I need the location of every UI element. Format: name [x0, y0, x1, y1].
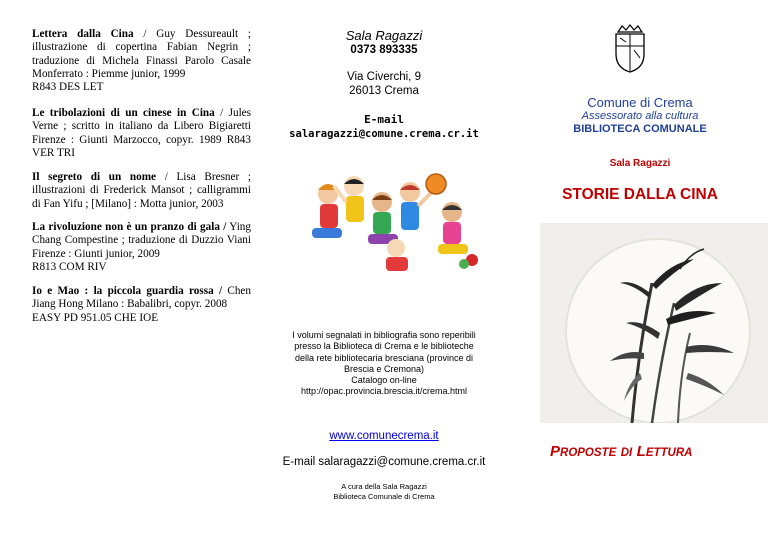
note-line: I volumi segnalati in bibliografia sono reperibili — [292, 330, 476, 340]
bibliography-entry — [32, 285, 251, 325]
catalog-url[interactable]: http://opac.provincia.brescia.it/crema.html — [300, 386, 468, 397]
bibliography-entry — [32, 28, 251, 94]
call-number: R843 VER TRI — [32, 133, 251, 159]
proposte-di-lettura — [550, 443, 768, 461]
call-number: R813 COM RIV — [32, 260, 107, 273]
lettura-initial: L — [636, 443, 646, 460]
bibliography-entry — [32, 221, 251, 274]
fruit-icon — [459, 254, 478, 269]
ball-icon — [426, 174, 446, 194]
book-title: Io e Mao : la piccola guardia rossa / — [32, 285, 223, 297]
lettura-rest: ETTURA — [645, 447, 693, 459]
proposte-di: DI — [620, 447, 633, 459]
book-title: Lettera dalla Cina — [32, 28, 134, 40]
assessorato-label: Assessorato alla cultura — [581, 110, 699, 122]
book-details: / Jules Verne ; scritto in italiano da Libero Bigiaretti Firenze : Giunti Marzocco, copyr. 1989 — [32, 107, 252, 146]
email-address[interactable]: salaragazzi@comune.crema.cr.it — [289, 128, 479, 140]
contact-column — [256, 0, 512, 543]
bibliography-entry — [32, 107, 251, 160]
book-title: La rivoluzione non è un pranzo di gala / — [32, 221, 227, 233]
note-line: Catalogo on-line — [351, 375, 417, 386]
call-number: EASY PD 951.05 CHE IOE — [32, 311, 159, 324]
address-line: 26013 Crema — [349, 85, 419, 97]
cover-title: STORIE DALLA CINA — [562, 186, 718, 203]
proposte-initial: P — [550, 443, 561, 460]
sala-label: Sala Ragazzi — [609, 158, 671, 169]
book-details: / Lisa Bresner ; illustrazioni di Frederick Mansot ; calligrammi di Fan Yifu ; [Milano] : Motta junior, 2003 — [32, 171, 251, 210]
credit-line: A cura della Sala Ragazzi — [341, 482, 427, 491]
book-details: Ying Chang Compestine ; traduzione di Duzzio Viani Firenze : Giunti junior, 2009 — [32, 221, 251, 260]
proposte-rest: ROPOSTE — [560, 447, 617, 459]
painting-circle — [566, 239, 750, 423]
crest-icon — [612, 24, 648, 74]
footer-email[interactable]: E-mail salaragazzi@comune.crema.cr.it — [282, 456, 486, 468]
credit-line: Biblioteca Comunale di Crema — [333, 492, 435, 501]
book-title: Il segreto di un nome — [32, 171, 157, 183]
sala-heading: Sala Ragazzi — [345, 28, 423, 43]
child-figure — [386, 239, 408, 271]
note-line: Brescia e Cremona) — [343, 363, 425, 374]
children-illustration — [306, 172, 482, 276]
bamboo-painting — [540, 223, 768, 423]
call-number: R843 DES LET — [32, 81, 104, 94]
note-line: della rete bibliotecaria bresciana (province di — [294, 352, 474, 363]
availability-note — [256, 330, 512, 398]
child-figure — [438, 202, 468, 254]
biblioteca-label: BIBLIOTECA COMUNALE — [573, 123, 707, 135]
child-figure — [368, 192, 398, 244]
website-link[interactable]: www.comunecrema.it — [329, 430, 439, 442]
email-label: E-mail — [364, 113, 404, 126]
phone-number: 0373 893335 — [350, 44, 418, 56]
bibliography-entry — [32, 171, 251, 211]
cover-column — [512, 0, 768, 543]
comune-name: Comune di Crema — [587, 95, 693, 110]
bibliography-column — [0, 0, 256, 543]
child-figure — [334, 176, 364, 222]
book-details: Chen Jiang Hong Milano : Babalibri, copyr. 2008 — [32, 285, 251, 311]
address-line: Via Civerchi, 9 — [347, 71, 421, 83]
book-details: / Guy Dessureault ; illustrazione di copertina Fabian Negrin ; traduzione di Michela Finassi Parolo Casale Monferrato : Piemme junior, 1999 — [32, 28, 251, 80]
book-title: Le tribolazioni di un cinese in Cina — [32, 107, 215, 119]
bamboo-artwork — [540, 223, 768, 423]
note-line: presso la Biblioteca di Crema e le biblioteche — [294, 341, 474, 352]
